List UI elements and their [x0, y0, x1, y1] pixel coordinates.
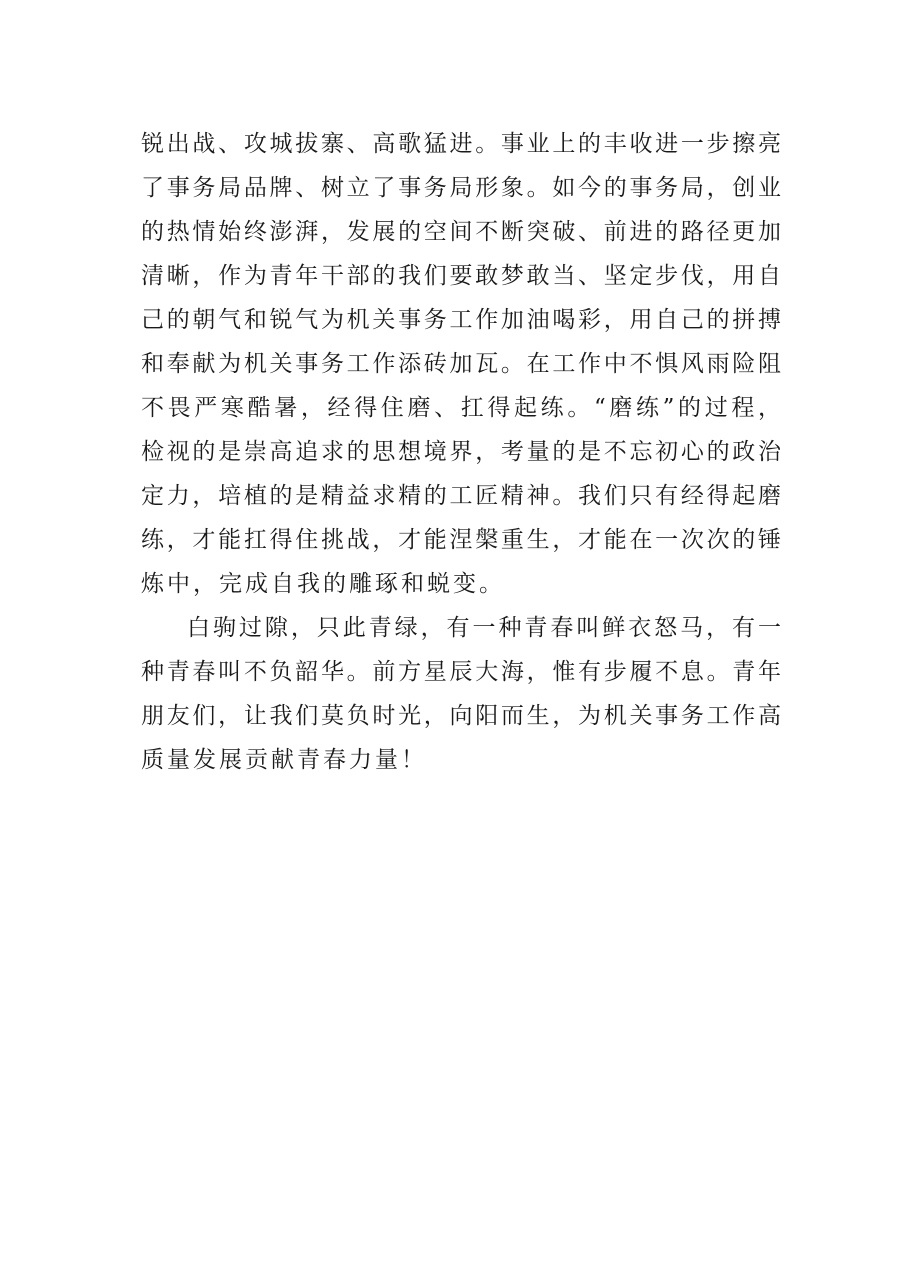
- text-line: 练，才能扛得住挑战，才能涅槃重生，才能在一次次的锤: [141, 527, 781, 553]
- text-line: 检视的是崇高追求的思想境界，考量的是不忘初心的政治: [141, 439, 781, 465]
- paragraph-1: [141, 122, 781, 606]
- paragraph-2: [141, 606, 781, 782]
- text-line: 锐出战、攻城拔寨、高歌猛进。事业上的丰收进一步擦亮: [141, 131, 781, 157]
- text-line: 的热情始终澎湃，发展的空间不断突破、前进的路径更加: [141, 219, 781, 245]
- text-line: 炼中，完成自我的雕琢和蜕变。: [141, 571, 505, 597]
- text-line: 了事务局品牌、树立了事务局形象。如今的事务局，创业: [141, 175, 781, 201]
- text-line: 质量发展贡献青春力量！: [141, 747, 427, 773]
- text-line: 清晰，作为青年干部的我们要敢梦敢当、坚定步伐，用自: [141, 263, 781, 289]
- text-line: 白驹过隙，只此青绿，有一种青春叫鲜衣怒马，有一: [187, 615, 781, 641]
- text-line: 朋友们，让我们莫负时光，向阳而生，为机关事务工作高: [141, 703, 781, 729]
- text-line: 和奉献为机关事务工作添砖加瓦。在工作中不惧风雨险阻: [141, 351, 781, 377]
- text-line: 不畏严寒酷暑，经得住磨、扛得起练。“磨练”的过程，: [141, 395, 781, 421]
- text-line: 定力，培植的是精益求精的工匠精神。我们只有经得起磨: [141, 483, 781, 509]
- document-body: [141, 122, 781, 782]
- text-line: 种青春叫不负韶华。前方星辰大海，惟有步履不息。青年: [141, 659, 781, 685]
- text-line: 己的朝气和锐气为机关事务工作加油喝彩，用自己的拼搏: [141, 307, 781, 333]
